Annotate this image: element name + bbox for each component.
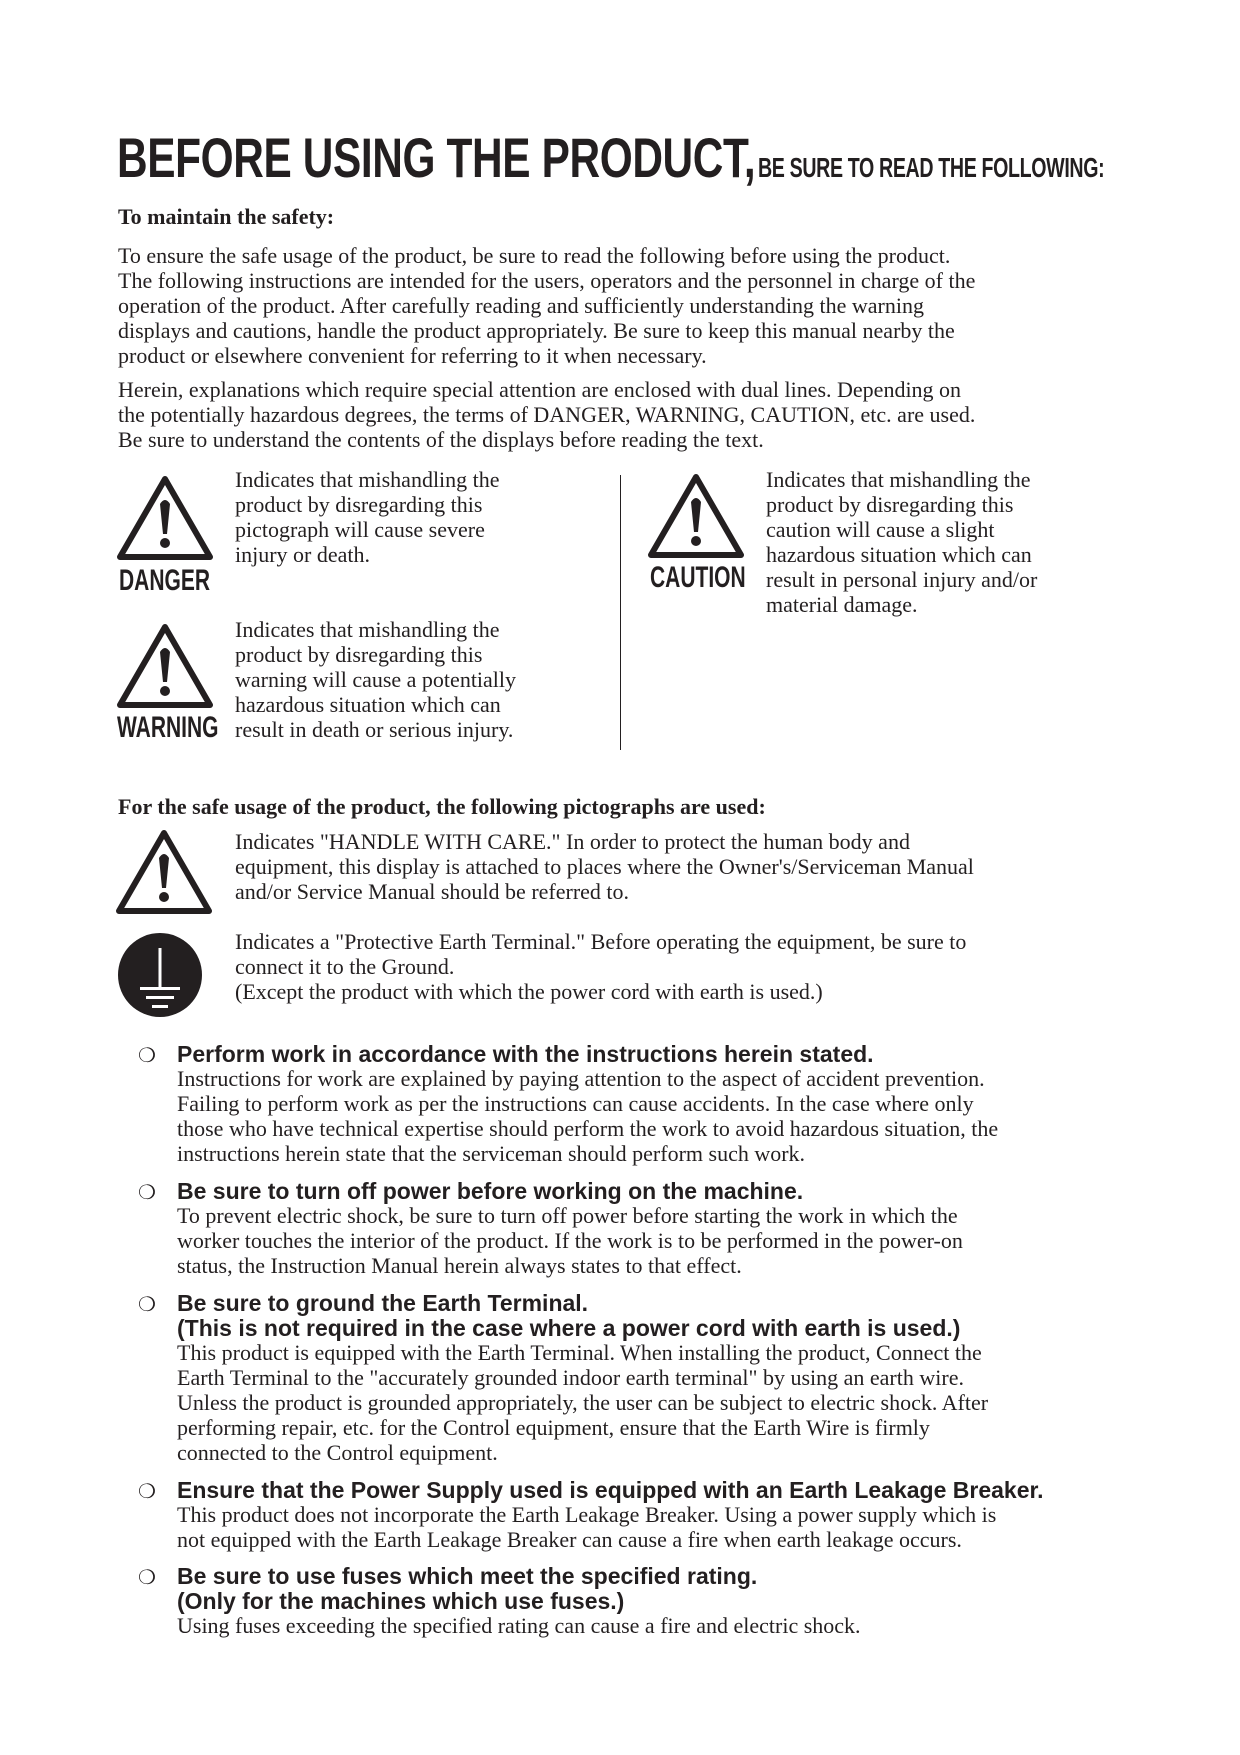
title-line: Ensure that the Power Supply used is equipped with an Earth Leakage Breaker. [177, 1477, 1044, 1503]
danger-description [235, 467, 500, 567]
text-line: operation of the product. After carefully reading and sufficiently understanding the warning [118, 293, 924, 318]
title-line: Be sure to ground the Earth Terminal. [177, 1290, 589, 1316]
circle-bullet-icon: ❍ [138, 1481, 156, 1503]
text-line: To ensure the safe usage of the product, be sure to read the following before using the product. [118, 243, 951, 268]
safety-item-title [177, 1042, 874, 1067]
safety-item-body [177, 1340, 988, 1465]
text-line: Using fuses exceeding the specified rating can cause a fire and electric shock. [177, 1613, 861, 1638]
column-divider [620, 475, 621, 750]
text-line: Unless the product is grounded appropriately, the user can be subject to electric shock. After [177, 1390, 989, 1415]
text-line: Indicates that mishandling the [235, 467, 500, 492]
page-title-main: BEFORE USING THE PRODUCT, [117, 126, 756, 189]
warning-description [235, 617, 516, 742]
circle-bullet-icon: ❍ [138, 1045, 156, 1067]
title-line: Perform work in accordance with the instructions herein stated. [177, 1041, 874, 1067]
warning-triangle-icon [115, 828, 213, 916]
text-line: product by disregarding this [235, 492, 483, 517]
safety-item-title [177, 1179, 803, 1204]
safety-item-body [177, 1502, 996, 1552]
text-line: product by disregarding this [766, 492, 1014, 517]
danger-label: DANGER [119, 564, 211, 597]
text-line: hazardous situation which can [235, 692, 501, 717]
circle-bullet-icon: ❍ [138, 1182, 156, 1204]
text-line: Instructions for work are explained by paying attention to the aspect of accident prevention. [177, 1066, 985, 1091]
text-line: the potentially hazardous degrees, the terms of DANGER, WARNING, CAUTION, etc. are used. [118, 402, 976, 427]
text-line: To prevent electric shock, be sure to turn off power before starting the work in which the [177, 1203, 958, 1228]
warning-triangle-icon [647, 472, 745, 560]
text-line: Indicates that mishandling the [235, 617, 500, 642]
circle-bullet-icon: ❍ [138, 1567, 156, 1589]
title-line: (This is not required in the case where a power cord with earth is used.) [177, 1315, 961, 1341]
page-title [117, 122, 1127, 189]
section-heading-pictographs: For the safe usage of the product, the following pictographs are used: [118, 794, 766, 819]
text-line: result in personal injury and/or [766, 567, 1038, 592]
text-line: The following instructions are intended for the users, operators and the personnel in charge of the [118, 268, 976, 293]
text-line: Failing to perform work as per the instructions can cause accidents. In the case where only [177, 1091, 974, 1116]
text-line: warning will cause a potentially [235, 667, 517, 692]
text-line: worker touches the interior of the product. If the work is to be performed in the power-on [177, 1228, 963, 1253]
text-line: product by disregarding this [235, 642, 483, 667]
text-line: Herein, explanations which require special attention are enclosed with dual lines. Depending on [118, 377, 962, 402]
text-line: equipment, this display is attached to places where the Owner's/Serviceman Manual [235, 854, 974, 879]
handle-with-care-description [235, 829, 974, 904]
warning-triangle-icon [116, 474, 214, 562]
text-line: pictograph will cause severe [235, 517, 485, 542]
protective-earth-icon [117, 932, 203, 1018]
text-line: Indicates "HANDLE WITH CARE." In order to protect the human body and [235, 829, 910, 854]
text-line: injury or death. [235, 542, 371, 567]
text-line: and/or Service Manual should be referred to. [235, 879, 630, 904]
safety-item-body [177, 1613, 861, 1638]
text-line: caution will cause a slight [766, 517, 995, 542]
text-line: displays and cautions, handle the product appropriately. Be sure to keep this manual nearby the [118, 318, 955, 343]
circle-bullet-icon: ❍ [138, 1294, 156, 1316]
text-line: Indicates that mishandling the [766, 467, 1031, 492]
caution-label: CAUTION [650, 561, 746, 594]
text-line: connect it to the Ground. [235, 954, 455, 979]
text-line: material damage. [766, 592, 918, 617]
safety-item-body [177, 1203, 963, 1278]
text-line: (Except the product with which the power cord with earth is used.) [235, 979, 823, 1004]
text-line: This product is equipped with the Earth Terminal. When installing the product, Connect the [177, 1340, 982, 1365]
safety-item-title [177, 1478, 1044, 1503]
text-line: product or elsewhere convenient for referring to it when necessary. [118, 343, 707, 368]
text-line: Indicates a "Protective Earth Terminal." Before operating the equipment, be sure to [235, 929, 967, 954]
safety-item-title [177, 1291, 960, 1341]
section-heading-maintain-safety: To maintain the safety: [118, 204, 335, 229]
text-line: those who have technical expertise should perform the work to avoid hazardous situation, the [177, 1116, 999, 1141]
text-line: connected to the Control equipment. [177, 1440, 498, 1465]
warning-triangle-icon [116, 622, 214, 710]
text-line: performing repair, etc. for the Control equipment, ensure that the Earth Wire is firmly [177, 1415, 930, 1440]
caution-description [766, 467, 1037, 617]
title-line: Be sure to turn off power before working on the machine. [177, 1178, 804, 1204]
intro-paragraph [118, 243, 1128, 368]
text-line: status, the Instruction Manual herein always states to that effect. [177, 1253, 742, 1278]
text-line: Be sure to understand the contents of the displays before reading the text. [118, 427, 764, 452]
safety-item-title [177, 1564, 757, 1614]
text-line: Earth Terminal to the "accurately grounded indoor earth terminal" by using an earth wire. [177, 1365, 964, 1390]
safety-item-body [177, 1066, 998, 1166]
display-terms-paragraph [118, 377, 1128, 452]
text-line: instructions herein state that the serviceman should perform such work. [177, 1141, 806, 1166]
title-line: (Only for the machines which use fuses.) [177, 1588, 625, 1614]
page-title-sub: BE SURE TO READ THE FOLLOWING: [758, 152, 1105, 183]
earth-terminal-description [235, 929, 966, 1004]
warning-label: WARNING [117, 711, 219, 744]
text-line: result in death or serious injury. [235, 717, 514, 742]
text-line: This product does not incorporate the Earth Leakage Breaker. Using a power supply which is [177, 1502, 997, 1527]
text-line: not equipped with the Earth Leakage Breaker can cause a fire when earth leakage occurs. [177, 1527, 962, 1552]
text-line: hazardous situation which can [766, 542, 1032, 567]
title-line: Be sure to use fuses which meet the specified rating. [177, 1563, 758, 1589]
